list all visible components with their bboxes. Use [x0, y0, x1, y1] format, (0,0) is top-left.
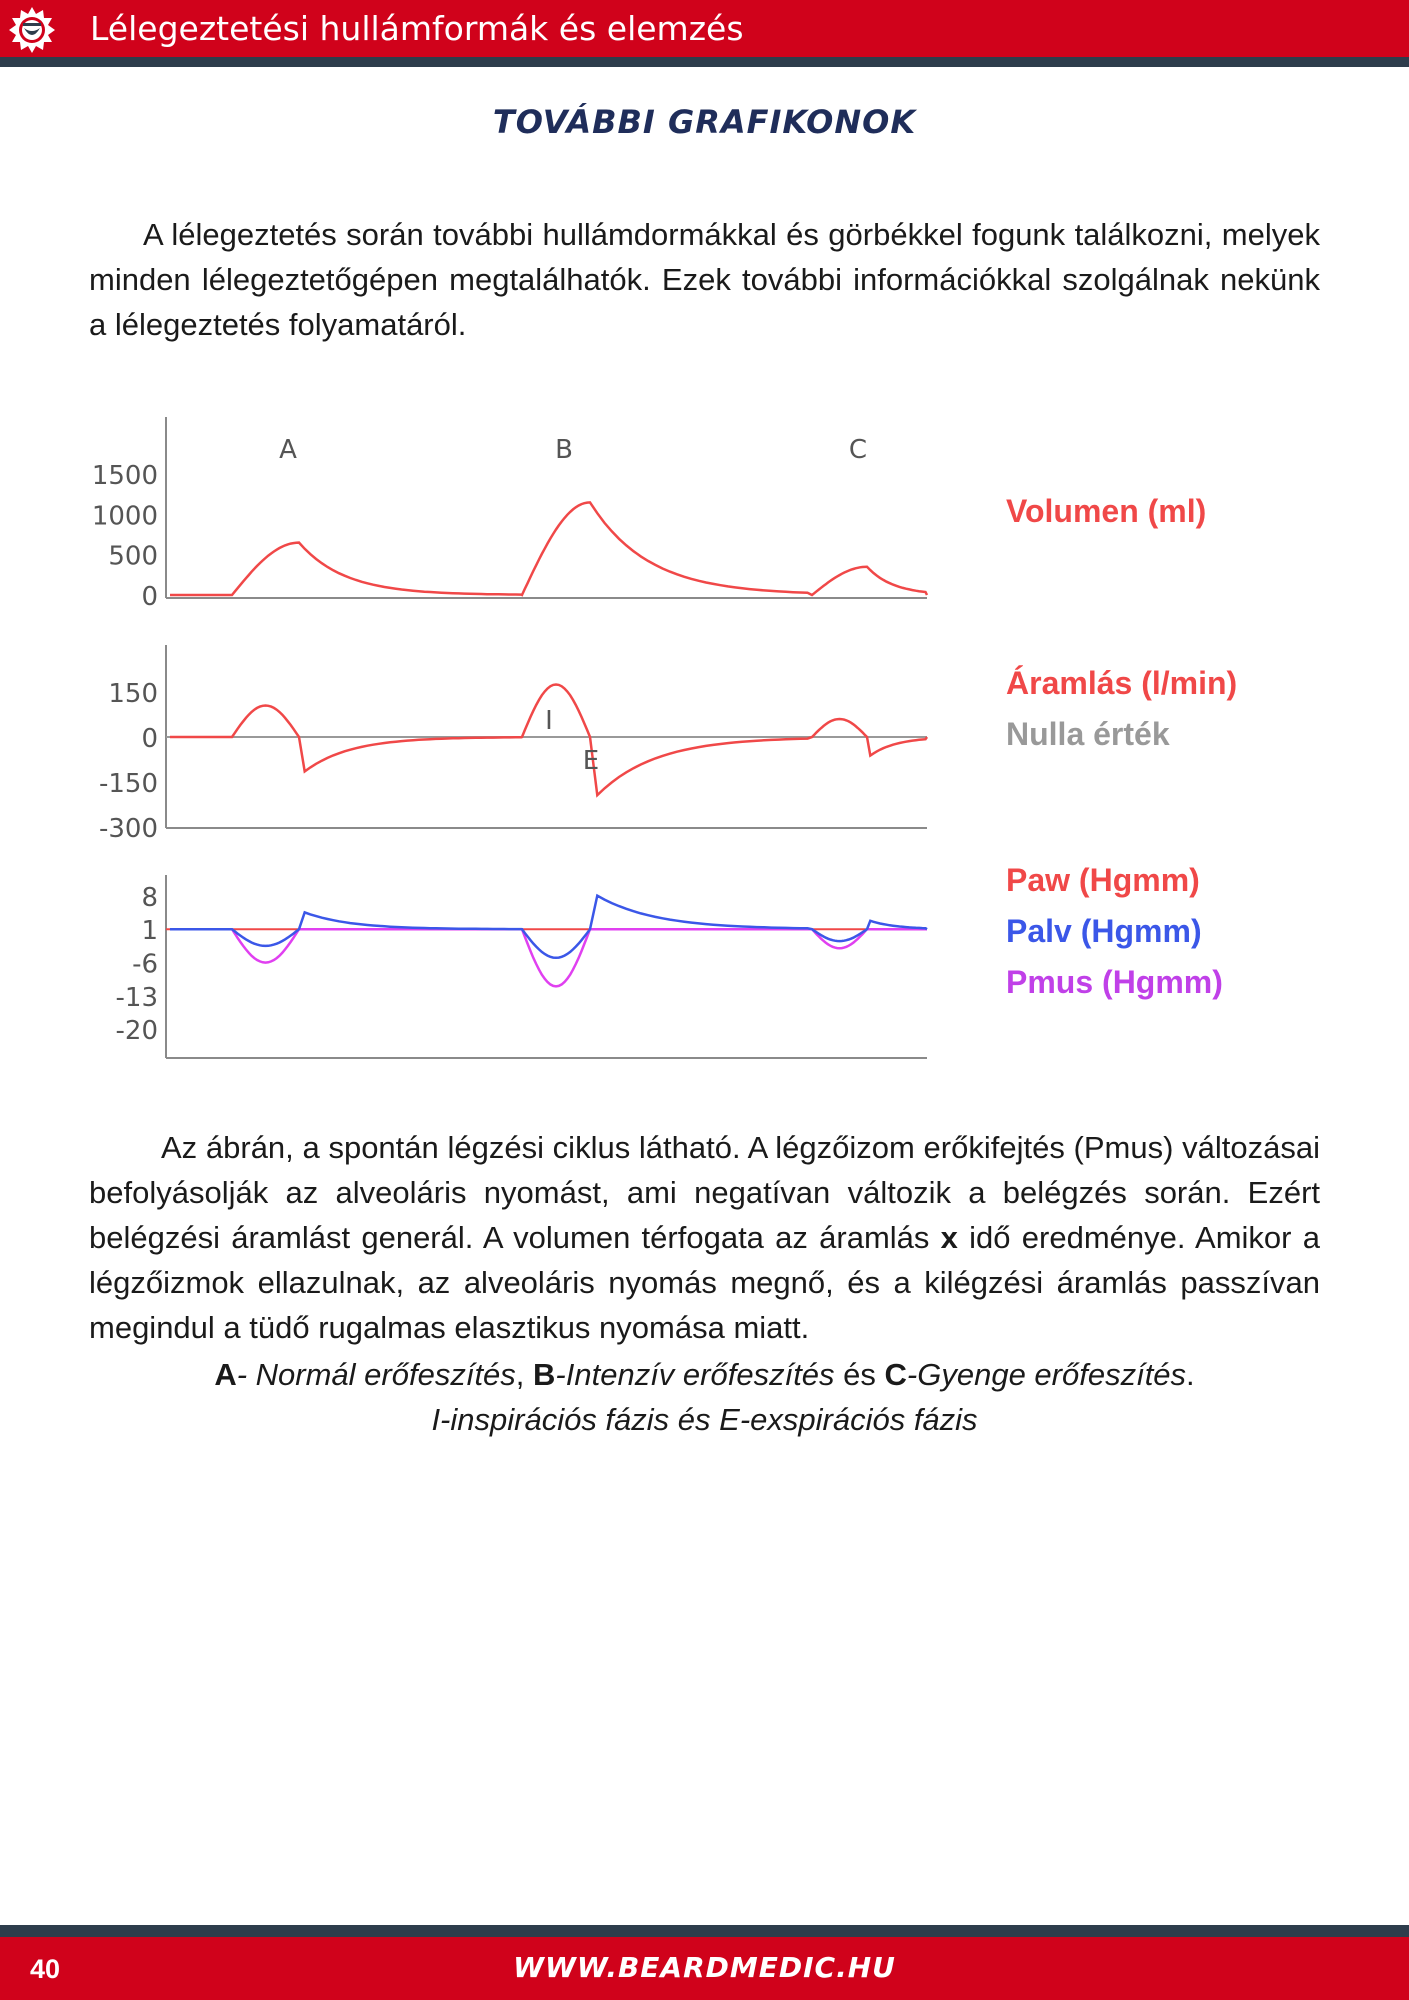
legend-paw: Paw (Hgmm): [1006, 862, 1200, 898]
volume-tick-label: 1000: [91, 501, 158, 532]
caption-b-letter: B: [533, 1357, 556, 1392]
footer-website-link[interactable]: WWW.BEARDMEDIC.HU: [513, 1951, 896, 1984]
caption-end: .: [1186, 1357, 1195, 1392]
flow-tick-label: -150: [98, 769, 158, 799]
pressure-tick-label: 1: [141, 916, 158, 947]
legend-flow: Áramlás (l/min): [1006, 665, 1238, 701]
palv-series-line: [170, 896, 927, 958]
footer-stripe: [0, 1925, 1409, 1937]
explanation-paragraph: [89, 1125, 1320, 1350]
intro-paragraph-text: A lélegeztetés során további hullámdormákkal és görbékkel fogunk találkozni, melyek minden lélegeztetőgépen megtalálhatók. Ezek további információkkal szolgálnak nekünk a lélegeztetés folyamatáról.: [89, 217, 1320, 342]
phase-label-E: E: [582, 746, 600, 776]
volume-series-line: [170, 502, 927, 595]
caption-line-1: [0, 1352, 1409, 1397]
legend-zero: Nulla érték: [1006, 716, 1170, 752]
flow-tick-label: 150: [108, 679, 158, 709]
explanation-bold-x: x: [940, 1220, 958, 1255]
cycle-label-A: A: [279, 435, 297, 465]
phase-label-I: I: [545, 706, 553, 736]
volume-tick-label: 0: [141, 582, 158, 612]
pressure-tick-label: -13: [115, 982, 158, 1013]
flow-tick-label: 0: [141, 724, 158, 754]
legend-palv: Palv (Hgmm): [1006, 913, 1202, 949]
volume-tick-label: 500: [108, 541, 158, 572]
header-stripe: [0, 57, 1409, 67]
pressure-tick-label: -6: [132, 949, 158, 980]
cycle-label-C: C: [848, 435, 868, 465]
beardmedic-logo-icon: [8, 6, 56, 54]
caption-c-letter: C: [884, 1357, 907, 1392]
section-title: TOVÁBBI GRAFIKONOK: [492, 103, 917, 141]
legend-pmus: Pmus (Hgmm): [1006, 964, 1223, 1000]
cycle-label-B: B: [555, 435, 573, 465]
volume-tick-label: 1500: [91, 461, 158, 492]
caption-sep-1: ,: [515, 1357, 534, 1392]
caption-a-text: - Normál erőfeszítés: [236, 1357, 516, 1392]
explanation-text-1: Az ábrán, a spontán légzési ciklus látható. A légzőizom erőkifejtés (Pmus) változásai befolyásolják az alveoláris nyomást, ami negatívan változik a belégzés során. Ezért belégzési áramlást generál. A volumen térfogata az áramlás: [89, 1130, 1320, 1255]
flow-tick-label: -300: [98, 814, 158, 844]
caption-sep-2: és: [834, 1357, 885, 1392]
caption-line-2: I-inspirációs fázis és E-exspirációs fázis: [431, 1402, 978, 1437]
intro-paragraph: [89, 212, 1320, 347]
explanation-text-2: idő eredménye. Amikor a légzőizmok ellazulnak, az alveoláris nyomás megnő, és a kilégzési áramlás passzívan megindul a tüdő rugalmas elasztikus nyomása miatt.: [89, 1220, 1320, 1345]
caption-c-text: -Gyenge erőfeszítés: [906, 1357, 1187, 1392]
waveform-chart: [70, 405, 940, 1070]
caption-a-letter: A: [214, 1357, 237, 1392]
header-bar: [0, 0, 1409, 57]
pressure-tick-label: 8: [141, 882, 158, 913]
page-number: 40: [30, 1954, 61, 1984]
pmus-series-line: [170, 929, 927, 986]
caption-b-text: -Intenzív erőfeszítés: [555, 1357, 835, 1392]
header-title: Lélegeztetési hullámformák és elemzés: [90, 9, 744, 48]
flow-series-line: [170, 685, 927, 796]
legend-volume: Volumen (ml): [1006, 493, 1207, 529]
pressure-tick-label: -20: [115, 1016, 158, 1047]
